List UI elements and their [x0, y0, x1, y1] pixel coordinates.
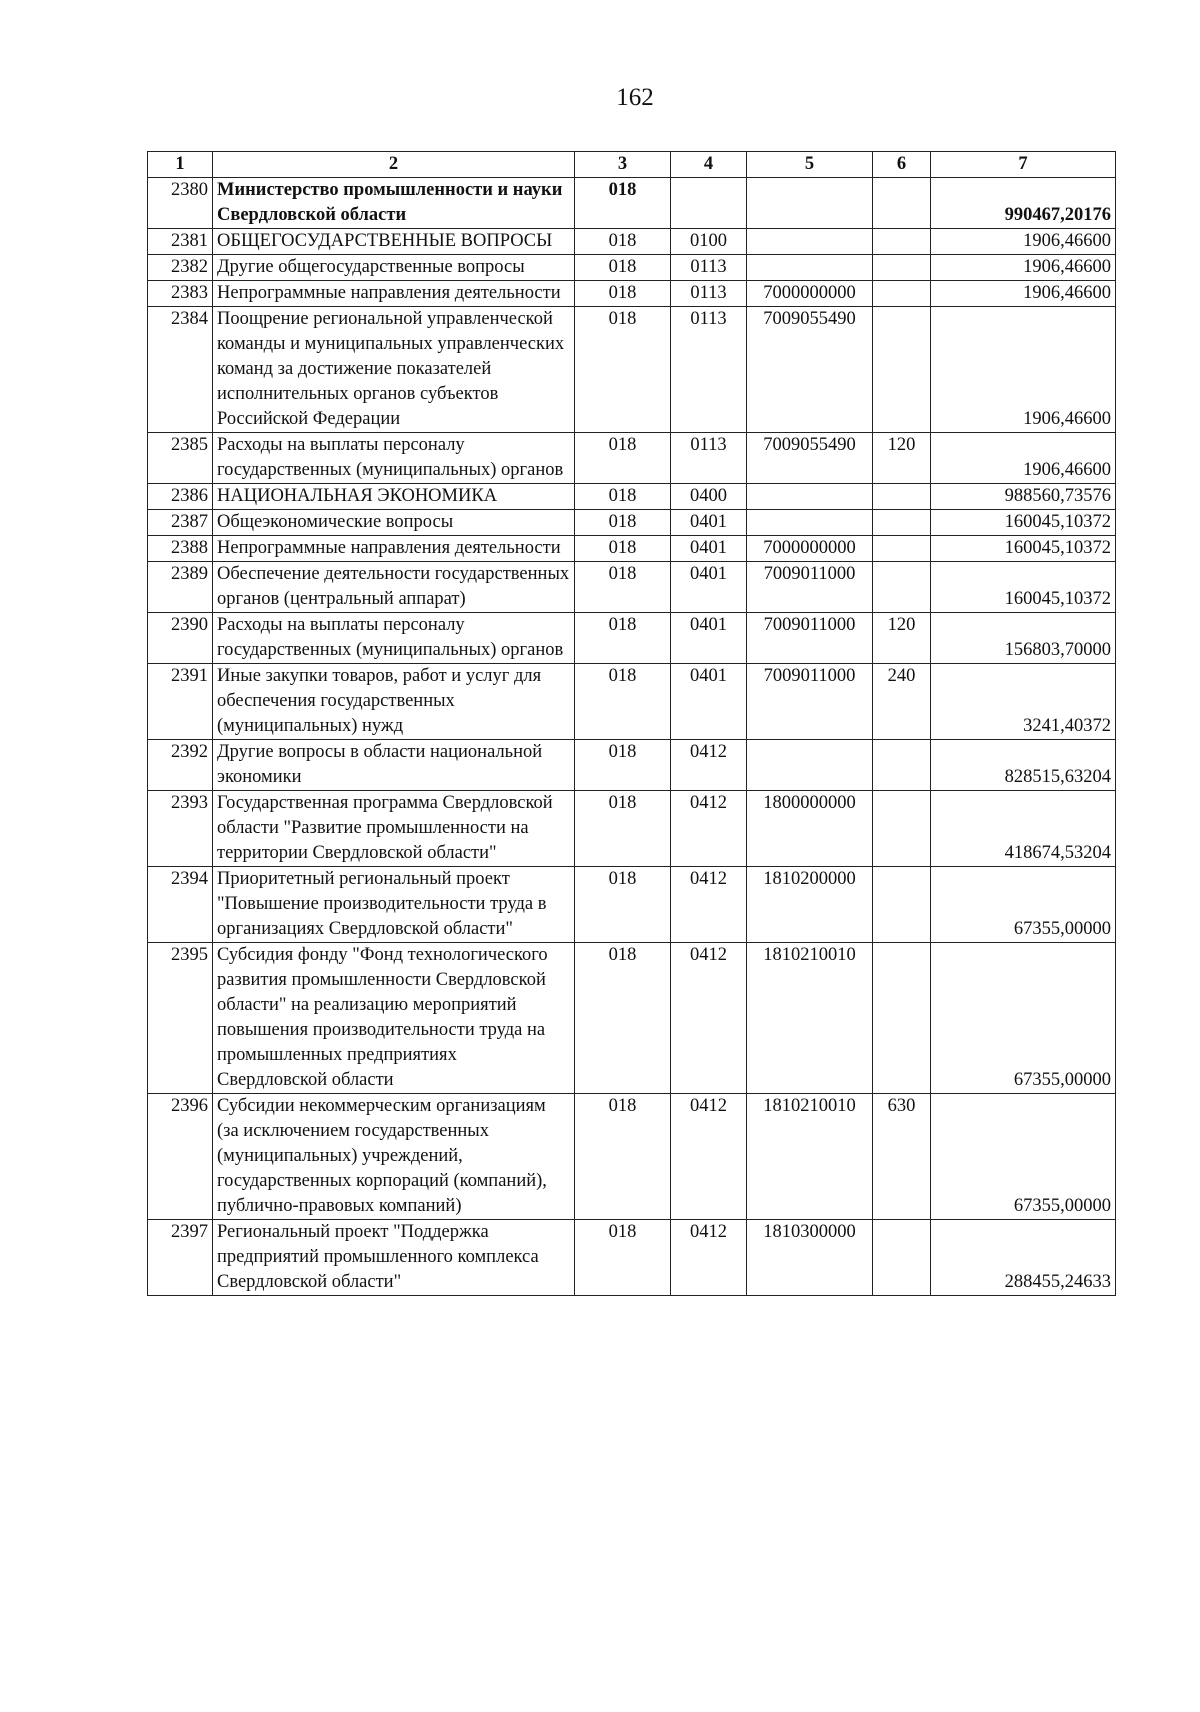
row-code-5	[747, 740, 873, 791]
row-code-3: 018	[575, 307, 671, 433]
row-code-6	[873, 255, 931, 281]
row-code-6	[873, 510, 931, 536]
row-amount: 288455,24633	[931, 1220, 1116, 1296]
row-code-4: 0412	[671, 791, 747, 867]
table-row	[148, 1094, 1116, 1220]
row-name: Региональный проект "Поддержка предприятий промышленного комплекса Свердловской области"	[213, 1220, 575, 1296]
row-code-3: 018	[575, 229, 671, 255]
budget-table	[147, 151, 1116, 1296]
row-code-3: 018	[575, 255, 671, 281]
table-header-row	[148, 152, 1116, 178]
row-code-6	[873, 867, 931, 943]
row-name: Субсидии некоммерческим организациям (за исключением государственных (муниципальных) учреждений, государственных корпораций (компаний), публично-правовых компаний)	[213, 1094, 575, 1220]
row-amount: 160045,10372	[931, 562, 1116, 613]
row-number: 2383	[148, 281, 213, 307]
row-code-6	[873, 791, 931, 867]
page-number: 162	[616, 84, 654, 111]
row-code-4: 0401	[671, 510, 747, 536]
table-row	[148, 229, 1116, 255]
table-row	[148, 664, 1116, 740]
header-col-4: 4	[671, 152, 747, 178]
row-number: 2396	[148, 1094, 213, 1220]
row-code-3: 018	[575, 740, 671, 791]
row-number: 2393	[148, 791, 213, 867]
row-code-4: 0113	[671, 307, 747, 433]
row-name: Общеэкономические вопросы	[213, 510, 575, 536]
row-number: 2385	[148, 433, 213, 484]
row-amount: 418674,53204	[931, 791, 1116, 867]
row-amount: 160045,10372	[931, 510, 1116, 536]
row-code-6	[873, 740, 931, 791]
row-number: 2389	[148, 562, 213, 613]
table-row	[148, 281, 1116, 307]
row-amount: 1906,46600	[931, 255, 1116, 281]
row-amount: 988560,73576	[931, 484, 1116, 510]
row-number: 2391	[148, 664, 213, 740]
row-code-4: 0412	[671, 1220, 747, 1296]
header-col-5: 5	[747, 152, 873, 178]
row-code-3: 018	[575, 484, 671, 510]
row-name: Другие вопросы в области национальной экономики	[213, 740, 575, 791]
row-amount: 1906,46600	[931, 307, 1116, 433]
row-code-3: 018	[575, 1220, 671, 1296]
row-name: Поощрение региональной управленческой команды и муниципальных управленческих команд за достижение показателей исполнительных органов субъектов Российской Федерации	[213, 307, 575, 433]
row-code-4: 0412	[671, 1094, 747, 1220]
row-amount: 156803,70000	[931, 613, 1116, 664]
row-number: 2388	[148, 536, 213, 562]
header-col-2: 2	[213, 152, 575, 178]
table-row	[148, 562, 1116, 613]
row-number: 2386	[148, 484, 213, 510]
row-amount: 67355,00000	[931, 943, 1116, 1094]
row-code-3: 018	[575, 791, 671, 867]
table-row	[148, 433, 1116, 484]
row-code-5: 1810210010	[747, 1094, 873, 1220]
header-col-6: 6	[873, 152, 931, 178]
row-code-3: 018	[575, 433, 671, 484]
row-name: Обеспечение деятельности государственных органов (центральный аппарат)	[213, 562, 575, 613]
row-code-6: 120	[873, 613, 931, 664]
row-code-5	[747, 178, 873, 229]
row-code-4: 0113	[671, 255, 747, 281]
row-code-3: 018	[575, 178, 671, 229]
row-number: 2384	[148, 307, 213, 433]
row-number: 2382	[148, 255, 213, 281]
row-code-5: 7009055490	[747, 307, 873, 433]
row-amount: 828515,63204	[931, 740, 1116, 791]
row-code-4: 0401	[671, 536, 747, 562]
row-amount: 1906,46600	[931, 281, 1116, 307]
table-row	[148, 510, 1116, 536]
row-code-5: 7000000000	[747, 536, 873, 562]
row-code-4: 0412	[671, 867, 747, 943]
row-code-6	[873, 178, 931, 229]
row-code-4	[671, 178, 747, 229]
row-code-6	[873, 943, 931, 1094]
table-row	[148, 613, 1116, 664]
row-code-3: 018	[575, 281, 671, 307]
row-code-5: 7009011000	[747, 562, 873, 613]
row-amount: 1906,46600	[931, 433, 1116, 484]
row-code-3: 018	[575, 943, 671, 1094]
row-name: Другие общегосударственные вопросы	[213, 255, 575, 281]
row-code-4: 0401	[671, 664, 747, 740]
row-code-4: 0100	[671, 229, 747, 255]
table-row	[148, 307, 1116, 433]
row-code-4: 0412	[671, 943, 747, 1094]
row-code-5: 7009011000	[747, 613, 873, 664]
row-number: 2387	[148, 510, 213, 536]
row-number: 2397	[148, 1220, 213, 1296]
row-name: Приоритетный региональный проект "Повышение производительности труда в организациях Свердловской области"	[213, 867, 575, 943]
row-amount: 160045,10372	[931, 536, 1116, 562]
row-name: Расходы на выплаты персоналу государственных (муниципальных) органов	[213, 613, 575, 664]
row-amount: 990467,20176	[931, 178, 1116, 229]
row-code-3: 018	[575, 562, 671, 613]
row-code-6	[873, 281, 931, 307]
row-code-5	[747, 229, 873, 255]
header-col-7: 7	[931, 152, 1116, 178]
table-row	[148, 740, 1116, 791]
row-code-3: 018	[575, 867, 671, 943]
table-row	[148, 791, 1116, 867]
row-code-4: 0113	[671, 281, 747, 307]
row-code-3: 018	[575, 510, 671, 536]
row-number: 2380	[148, 178, 213, 229]
row-name: Иные закупки товаров, работ и услуг для обеспечения государственных (муниципальных) нужд	[213, 664, 575, 740]
table-row	[148, 1220, 1116, 1296]
row-amount: 67355,00000	[931, 1094, 1116, 1220]
row-code-5: 7009055490	[747, 433, 873, 484]
table-row	[148, 943, 1116, 1094]
row-code-4: 0401	[671, 613, 747, 664]
row-code-5: 1810210010	[747, 943, 873, 1094]
row-name: ОБЩЕГОСУДАРСТВЕННЫЕ ВОПРОСЫ	[213, 229, 575, 255]
row-number: 2390	[148, 613, 213, 664]
row-code-4: 0400	[671, 484, 747, 510]
row-code-5: 1810200000	[747, 867, 873, 943]
row-name: Субсидия фонду "Фонд технологического развития промышленности Свердловской области" на реализацию мероприятий повышения производительности труда на промышленных предприятиях Свердловской области	[213, 943, 575, 1094]
row-number: 2394	[148, 867, 213, 943]
row-code-3: 018	[575, 613, 671, 664]
row-code-4: 0412	[671, 740, 747, 791]
table-body	[148, 178, 1116, 1296]
row-number: 2392	[148, 740, 213, 791]
row-code-6: 630	[873, 1094, 931, 1220]
table-row	[148, 178, 1116, 229]
row-name: НАЦИОНАЛЬНАЯ ЭКОНОМИКА	[213, 484, 575, 510]
row-amount: 3241,40372	[931, 664, 1116, 740]
row-code-5: 1800000000	[747, 791, 873, 867]
row-code-5: 1810300000	[747, 1220, 873, 1296]
row-name: Министерство промышленности и науки Свердловской области	[213, 178, 575, 229]
table-row	[148, 536, 1116, 562]
row-code-6	[873, 1220, 931, 1296]
row-code-5: 7000000000	[747, 281, 873, 307]
row-code-3: 018	[575, 1094, 671, 1220]
table-row	[148, 255, 1116, 281]
row-number: 2381	[148, 229, 213, 255]
row-name: Расходы на выплаты персоналу государственных (муниципальных) органов	[213, 433, 575, 484]
row-amount: 67355,00000	[931, 867, 1116, 943]
row-code-5	[747, 255, 873, 281]
row-name: Государственная программа Свердловской области "Развитие промышленности на территории Свердловской области"	[213, 791, 575, 867]
row-code-5	[747, 510, 873, 536]
table-row	[148, 867, 1116, 943]
row-code-6	[873, 562, 931, 613]
row-name: Непрограммные направления деятельности	[213, 281, 575, 307]
row-code-4: 0401	[671, 562, 747, 613]
row-amount: 1906,46600	[931, 229, 1116, 255]
row-number: 2395	[148, 943, 213, 1094]
table-row	[148, 484, 1116, 510]
header-col-3: 3	[575, 152, 671, 178]
row-code-3: 018	[575, 664, 671, 740]
row-code-3: 018	[575, 536, 671, 562]
row-code-4: 0113	[671, 433, 747, 484]
row-code-6	[873, 229, 931, 255]
header-col-1: 1	[148, 152, 213, 178]
row-code-6	[873, 307, 931, 433]
row-code-6	[873, 484, 931, 510]
row-name: Непрограммные направления деятельности	[213, 536, 575, 562]
row-code-6	[873, 536, 931, 562]
row-code-5: 7009011000	[747, 664, 873, 740]
row-code-6: 120	[873, 433, 931, 484]
row-code-6: 240	[873, 664, 931, 740]
row-code-5	[747, 484, 873, 510]
